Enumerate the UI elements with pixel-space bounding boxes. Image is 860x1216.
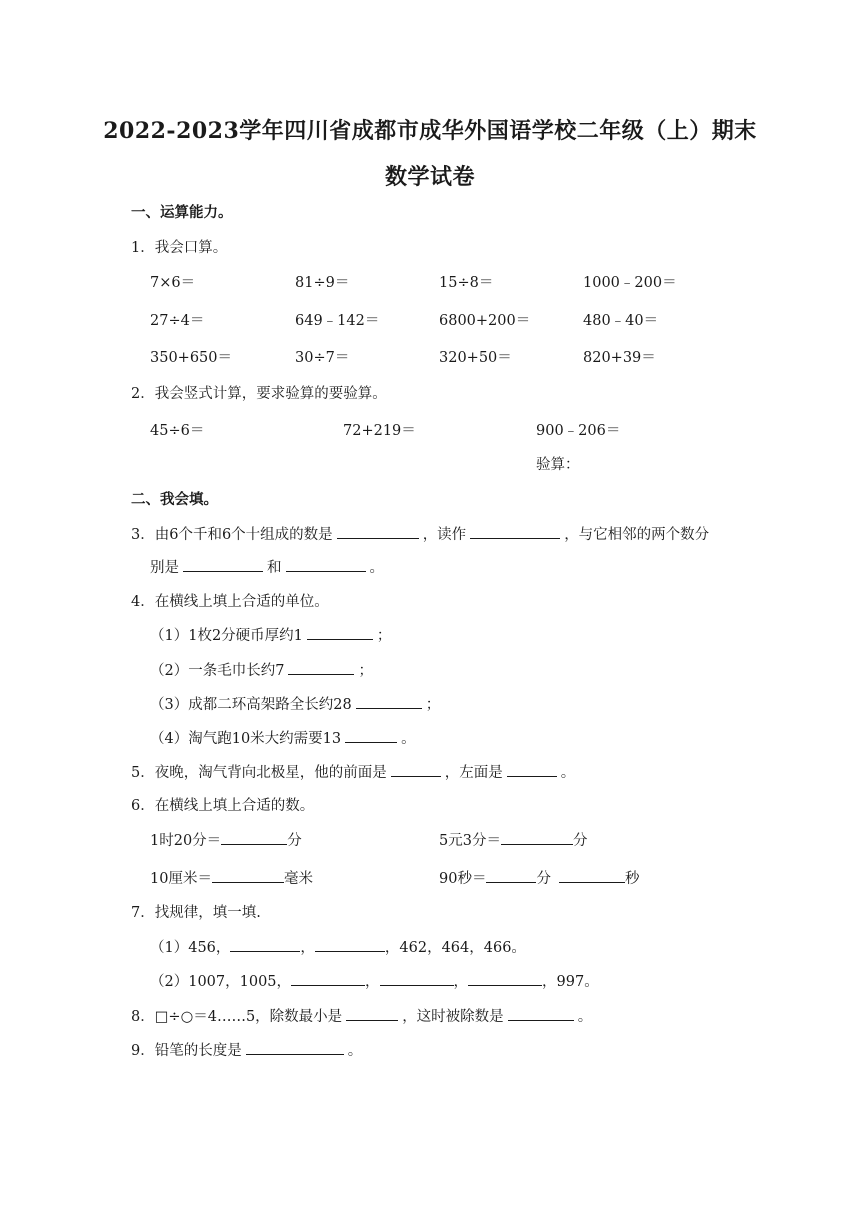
q7-text: ，462，464，466。	[384, 940, 526, 956]
q4-item-text: （2）一条毛巾长约7	[150, 663, 285, 679]
q7-pattern-1	[150, 937, 526, 958]
answer-blank[interactable]	[286, 557, 366, 572]
q1-item: 1000﹣200＝	[583, 275, 677, 291]
answer-blank[interactable]	[291, 971, 365, 986]
q4-item-end: ；	[376, 628, 392, 644]
answer-blank[interactable]	[288, 660, 354, 675]
section2-heading: 二、我会填。	[131, 491, 218, 508]
q8-text: ，这时被除数是	[402, 1009, 504, 1025]
q3-text: 3．由6个千和6个十组成的数是	[131, 527, 333, 543]
answer-blank[interactable]	[356, 694, 422, 709]
q2-item: 900﹣206＝	[536, 423, 621, 439]
answer-blank[interactable]	[212, 868, 284, 883]
q1-item: 649﹣142＝	[295, 313, 380, 329]
answer-blank[interactable]	[486, 868, 536, 883]
q2-label: 2．我会竖式计算，要求验算的要验算。	[131, 386, 387, 402]
q7-pattern-2	[150, 971, 599, 992]
q2-item: 72+219＝	[343, 423, 416, 439]
q4-item-text: （4）淘气跑10米大约需要13	[150, 731, 342, 747]
answer-blank[interactable]	[559, 868, 625, 883]
answer-blank[interactable]	[337, 524, 419, 539]
answer-blank[interactable]	[468, 971, 542, 986]
q7-label: 7．找规律，填一填.	[131, 905, 261, 921]
q4-item	[150, 660, 373, 681]
answer-blank[interactable]	[501, 830, 573, 845]
q9-line	[131, 1040, 362, 1061]
q5-text: 。	[560, 765, 576, 781]
q4-item	[150, 728, 416, 749]
q6-text: 毫米	[283, 871, 313, 887]
q1-item: 27÷4＝	[150, 313, 205, 329]
q7-text: ，997。	[542, 974, 599, 990]
q6-item	[439, 830, 587, 851]
section1-heading: 一、运算能力。	[131, 204, 233, 221]
q8-text: 。	[577, 1009, 593, 1025]
q4-item-end: ；	[358, 663, 373, 679]
q1-item: 81÷9＝	[295, 275, 350, 291]
q5-text: ，左面是	[444, 765, 503, 781]
answer-blank[interactable]	[346, 1006, 398, 1021]
q4-item-end: ；	[425, 697, 441, 713]
q3-text: ，读作	[422, 527, 467, 543]
answer-blank[interactable]	[470, 524, 560, 539]
q1-item: 820+39＝	[583, 350, 656, 366]
q8-text: 8．□÷○＝4……5，除数最小是	[131, 1009, 343, 1025]
q3-text: ，与它相邻的两个数分	[564, 527, 710, 543]
answer-blank[interactable]	[508, 1006, 574, 1021]
q8-line	[131, 1006, 592, 1027]
q3-text: 别是	[150, 560, 179, 576]
answer-blank[interactable]	[307, 625, 373, 640]
q2-check-label: 验算：	[536, 457, 580, 473]
q1-item: 7×6＝	[150, 275, 196, 291]
q6-text: 1时20分＝	[150, 833, 222, 849]
q3-text: 。	[369, 560, 384, 576]
q7-text: （2）1007，1005，	[150, 974, 292, 990]
q3-line2	[150, 557, 384, 578]
q1-item: 15÷8＝	[439, 275, 494, 291]
q7-text: ，	[453, 974, 469, 990]
q6-text: 分	[287, 833, 302, 849]
q5-text: 5．夜晚，淘气背向北极星，他的前面是	[131, 765, 387, 781]
answer-blank[interactable]	[391, 762, 441, 777]
q6-item	[150, 868, 313, 889]
q6-text: 90秒＝	[439, 871, 487, 887]
q1-item: 30÷7＝	[295, 350, 350, 366]
q7-text: ，	[300, 940, 315, 956]
exam-title-line1: 2022-2023学年四川省成都市成华外国语学校二年级（上）期末	[103, 118, 757, 144]
q9-text: 9．铅笔的长度是	[131, 1043, 242, 1059]
q6-item	[439, 868, 639, 889]
answer-blank[interactable]	[380, 971, 454, 986]
q3-line1	[131, 524, 709, 545]
exam-title-line2: 数学试卷	[384, 164, 475, 190]
q4-item-end: 。	[401, 731, 416, 747]
answer-blank[interactable]	[183, 557, 263, 572]
answer-blank[interactable]	[507, 762, 557, 777]
answer-blank[interactable]	[230, 937, 300, 952]
q4-label: 4．在横线上填上合适的单位。	[131, 594, 329, 610]
q4-item-text: （1）1枚2分硬币厚约1	[150, 628, 303, 644]
answer-blank[interactable]	[345, 728, 397, 743]
q1-item: 480﹣40＝	[583, 313, 659, 329]
q1-item: 320+50＝	[439, 350, 512, 366]
q3-text: 和	[267, 560, 282, 576]
q6-text: 分	[572, 833, 588, 849]
q6-text: 分	[536, 871, 551, 887]
q7-text: （1）456，	[150, 940, 231, 956]
q4-item	[150, 625, 391, 646]
q6-text: 5元3分＝	[439, 833, 501, 849]
q6-text: 秒	[624, 871, 640, 887]
answer-blank[interactable]	[246, 1040, 344, 1055]
q6-label: 6．在横线上填上合适的数。	[131, 798, 315, 814]
q7-text: ，	[365, 974, 380, 990]
answer-blank[interactable]	[315, 937, 385, 952]
q1-item: 350+650＝	[150, 350, 233, 366]
q6-item	[150, 830, 302, 851]
q9-text: 。	[347, 1043, 363, 1059]
answer-blank[interactable]	[221, 830, 287, 845]
q2-item: 45÷6＝	[150, 423, 205, 439]
q1-label: 1．我会口算。	[131, 240, 228, 256]
q4-item-text: （3）成都二环高架路全长约28	[150, 697, 352, 713]
q1-item: 6800+200＝	[439, 313, 531, 329]
q5-line	[131, 762, 575, 783]
q4-item	[150, 694, 440, 715]
q6-text: 10厘米＝	[150, 871, 212, 887]
